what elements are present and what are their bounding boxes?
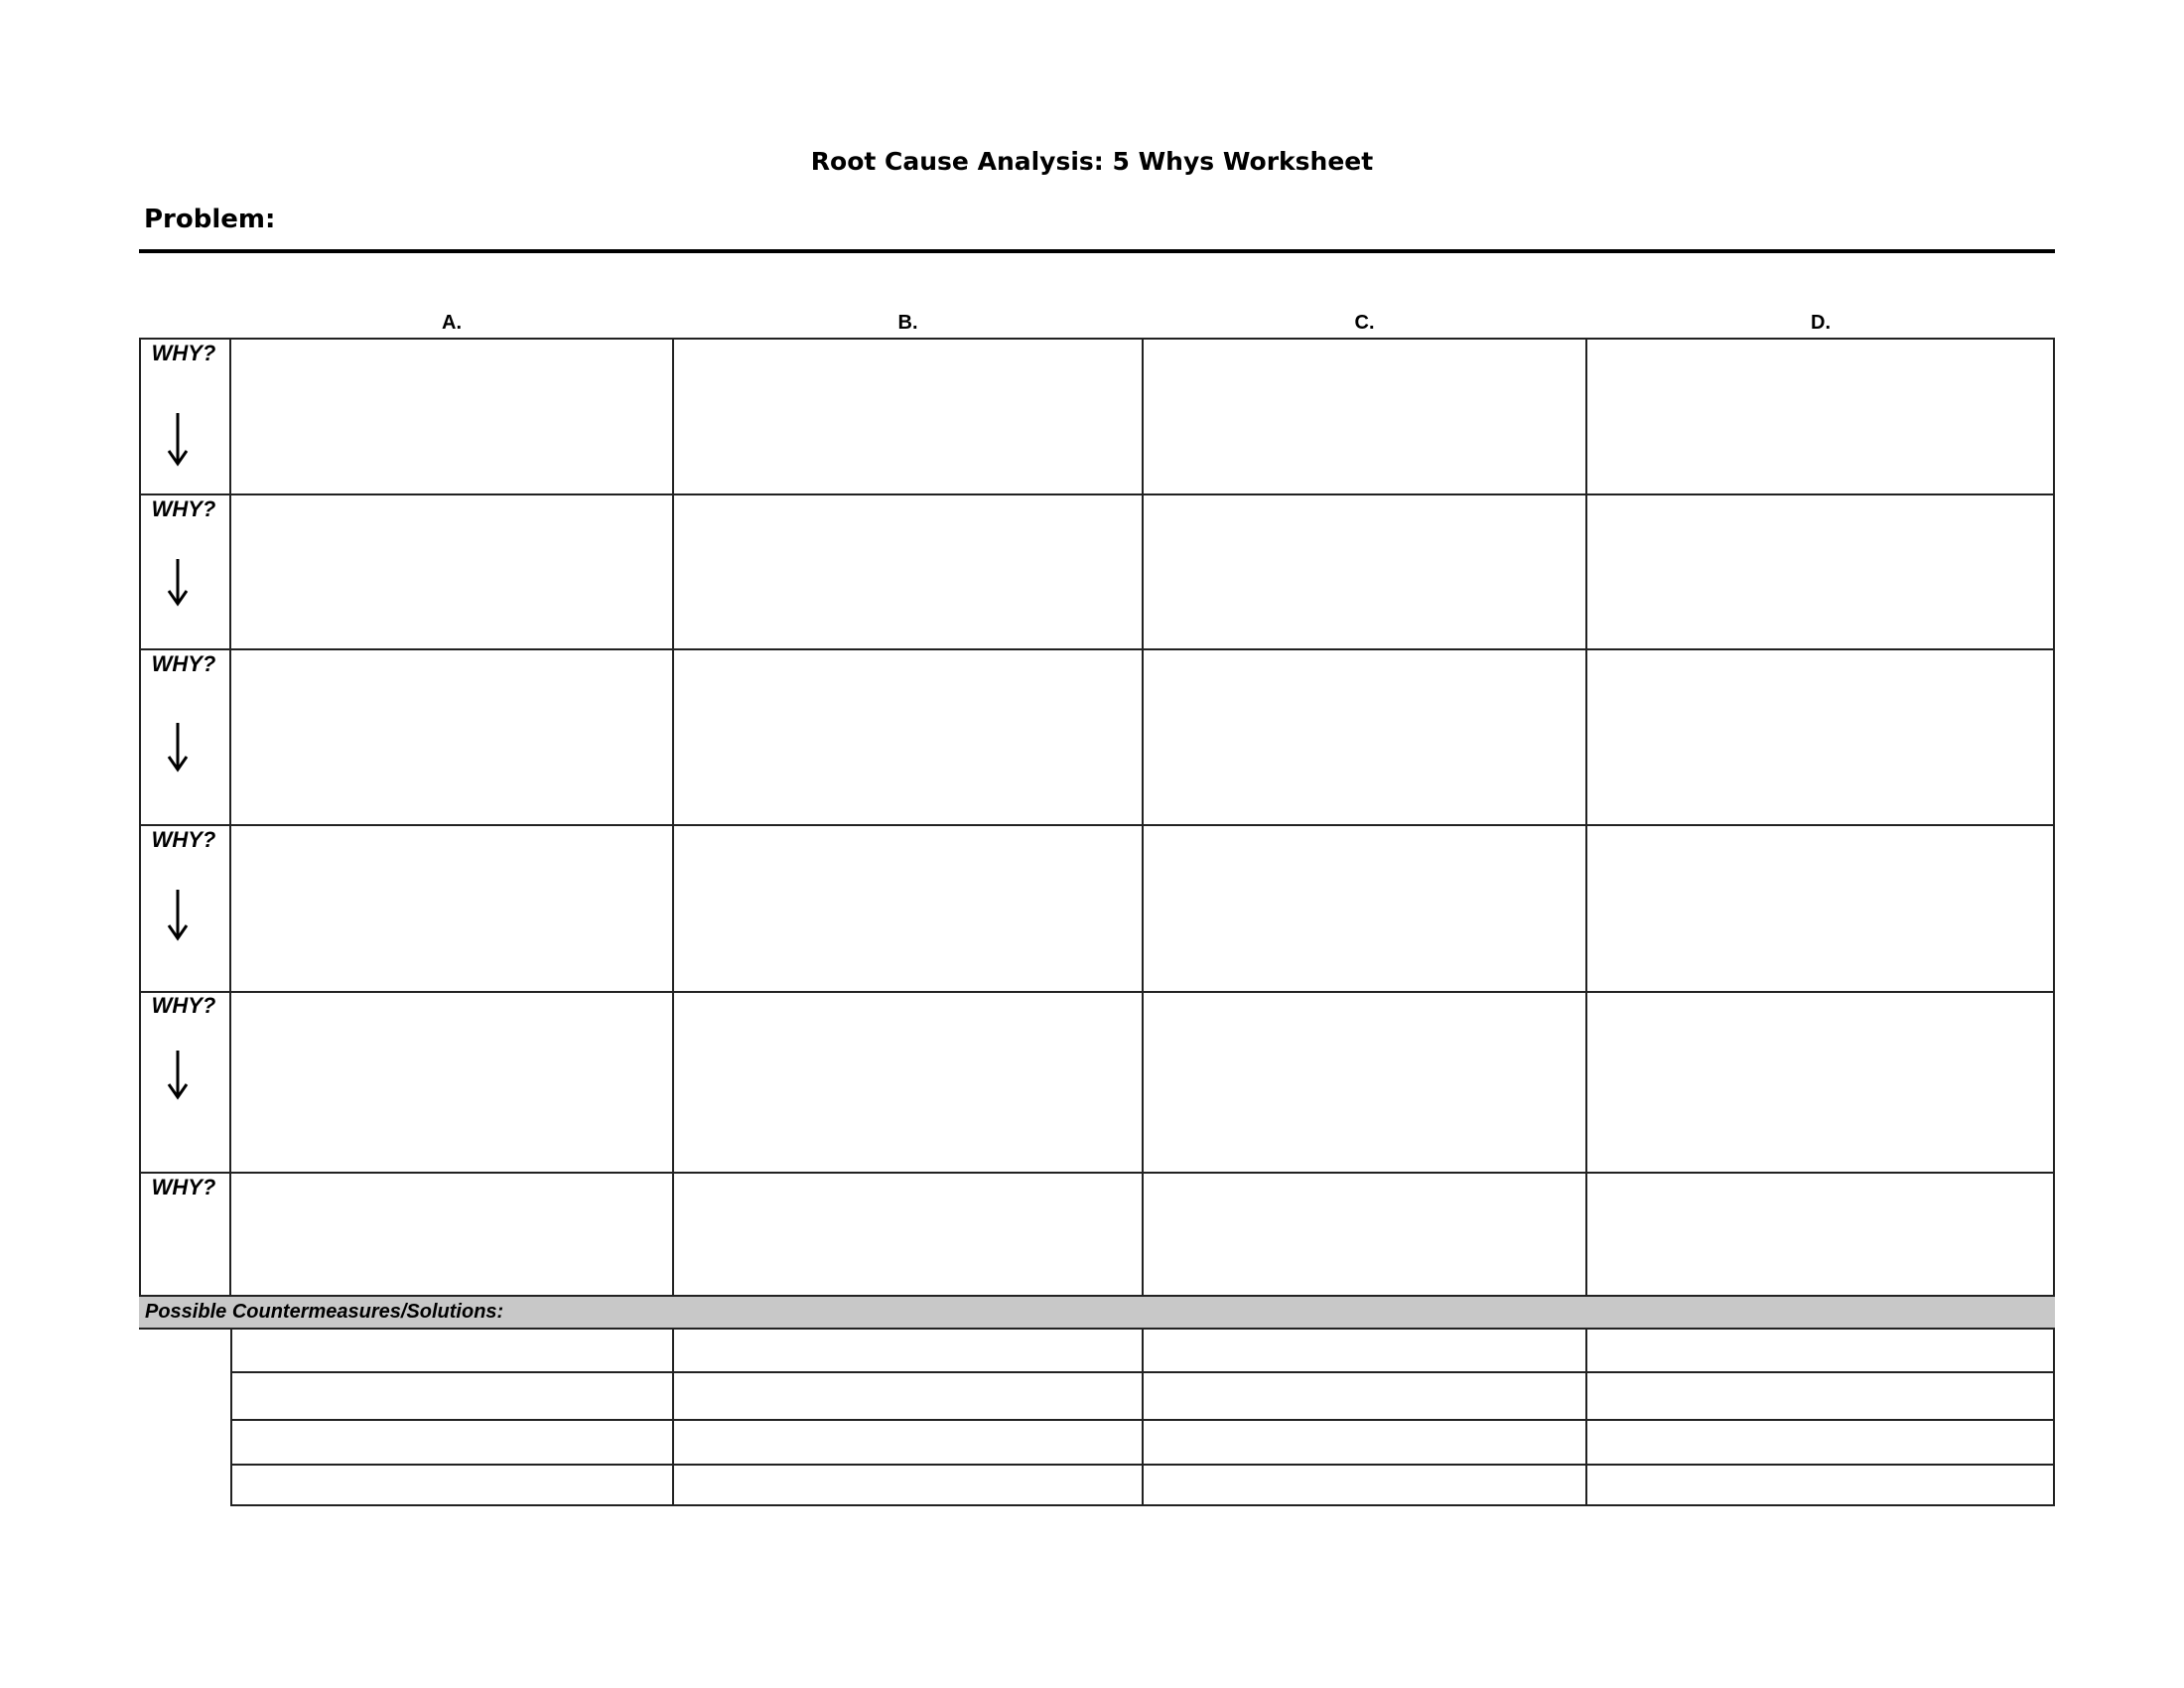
- countermeasure-cell-1c[interactable]: [1144, 1332, 1585, 1371]
- why-cell-1a[interactable]: [231, 340, 672, 493]
- problem-entry-line[interactable]: [139, 249, 2055, 253]
- countermeasure-cell-4c[interactable]: [1144, 1466, 1585, 1504]
- countermeasure-cell-1b[interactable]: [674, 1332, 1142, 1371]
- why-cell-4c[interactable]: [1144, 826, 1585, 991]
- countermeasure-cell-4a[interactable]: [232, 1466, 672, 1504]
- why-cell-2b[interactable]: [674, 495, 1142, 648]
- column-header-c: C.: [1354, 312, 1375, 334]
- down-arrow-icon: [163, 411, 193, 467]
- countermeasure-cell-3d[interactable]: [1587, 1421, 2053, 1464]
- down-arrow-icon: [163, 1049, 193, 1100]
- why-cell-4b[interactable]: [674, 826, 1142, 991]
- why-label-6: WHY?: [151, 1175, 216, 1199]
- why-label-1: WHY?: [151, 341, 216, 365]
- countermeasure-cell-2d[interactable]: [1587, 1373, 2053, 1419]
- why-cell-3d[interactable]: [1587, 650, 2053, 824]
- column-header-b: B.: [897, 312, 918, 334]
- why-cell-4a[interactable]: [231, 826, 672, 991]
- countermeasure-cell-3b[interactable]: [674, 1421, 1142, 1464]
- countermeasure-cell-2c[interactable]: [1144, 1373, 1585, 1419]
- countermeasure-cell-3c[interactable]: [1144, 1421, 1585, 1464]
- countermeasure-cell-1d[interactable]: [1587, 1332, 2053, 1371]
- countermeasure-cell-2a[interactable]: [232, 1373, 672, 1419]
- why-label-5: WHY?: [151, 993, 216, 1018]
- why-cell-2c[interactable]: [1144, 495, 1585, 648]
- why-cell-6d[interactable]: [1587, 1174, 2053, 1295]
- why-cell-1d[interactable]: [1587, 340, 2053, 493]
- down-arrow-icon: [163, 721, 193, 773]
- why-cell-4d[interactable]: [1587, 826, 2053, 991]
- countermeasure-cell-4b[interactable]: [674, 1466, 1142, 1504]
- countermeasure-cell-3a[interactable]: [232, 1421, 672, 1464]
- down-arrow-icon: [163, 557, 193, 607]
- why-cell-5d[interactable]: [1587, 993, 2053, 1172]
- down-arrow-icon: [163, 888, 193, 941]
- why-cell-3c[interactable]: [1144, 650, 1585, 824]
- why-cell-3b[interactable]: [674, 650, 1142, 824]
- why-cell-6b[interactable]: [674, 1174, 1142, 1295]
- why-label-4: WHY?: [151, 827, 216, 852]
- why-cell-6a[interactable]: [231, 1174, 672, 1295]
- why-cell-5a[interactable]: [231, 993, 672, 1172]
- column-header-d: D.: [1811, 312, 1831, 334]
- why-cell-2d[interactable]: [1587, 495, 2053, 648]
- column-header-a: A.: [442, 312, 462, 334]
- countermeasure-cell-1a[interactable]: [232, 1332, 672, 1371]
- why-cell-1c[interactable]: [1144, 340, 1585, 493]
- why-cell-6c[interactable]: [1144, 1174, 1585, 1295]
- why-cell-2a[interactable]: [231, 495, 672, 648]
- why-cell-5c[interactable]: [1144, 993, 1585, 1172]
- countermeasures-label: Possible Countermeasures/Solutions:: [145, 1301, 504, 1323]
- worksheet-title: Root Cause Analysis: 5 Whys Worksheet: [810, 147, 1374, 176]
- countermeasure-cell-4d[interactable]: [1587, 1466, 2053, 1504]
- problem-label: Problem:: [144, 205, 276, 234]
- why-label-2: WHY?: [151, 496, 216, 521]
- why-cell-3a[interactable]: [231, 650, 672, 824]
- why-cell-5b[interactable]: [674, 993, 1142, 1172]
- why-label-3: WHY?: [151, 651, 216, 676]
- why-cell-1b[interactable]: [674, 340, 1142, 493]
- countermeasure-cell-2b[interactable]: [674, 1373, 1142, 1419]
